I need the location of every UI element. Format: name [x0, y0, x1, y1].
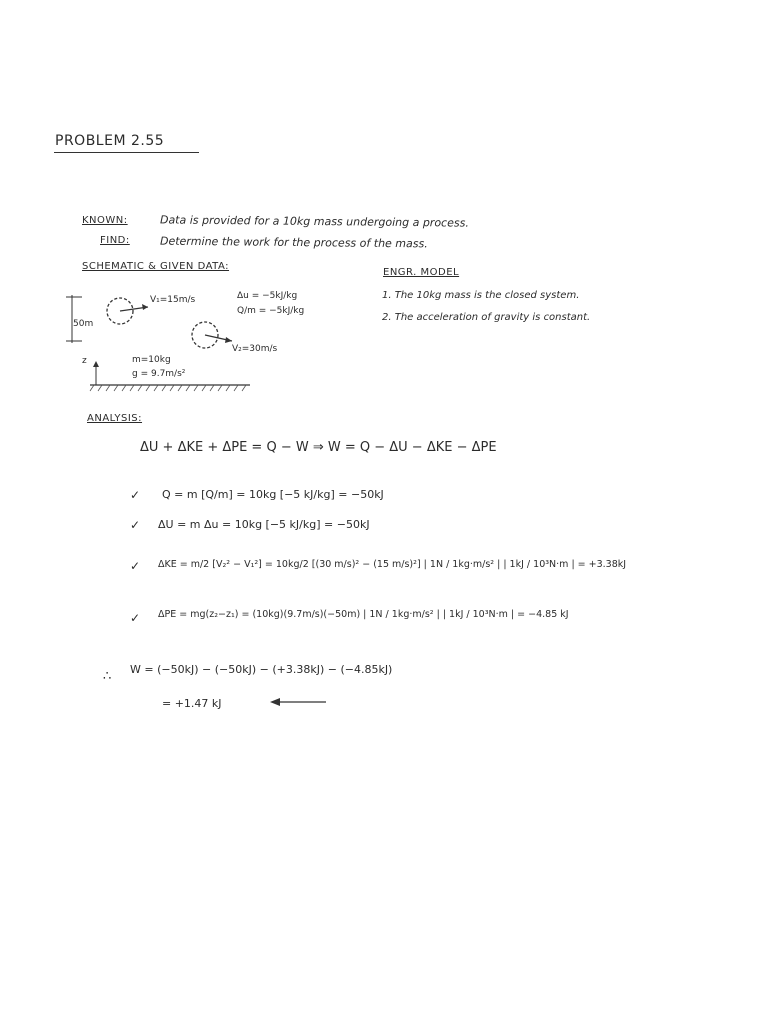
- problem-title: PROBLEM 2.55: [55, 133, 165, 149]
- result-arrow-icon: [268, 695, 330, 709]
- z-label: z: [82, 356, 87, 366]
- gravity-given: g = 9.7m/s²: [132, 369, 186, 379]
- check-mark-du: ✓: [130, 518, 141, 532]
- engr-model-label: ENGR. MODEL: [383, 267, 460, 278]
- find-text: Determine the work for the process of the mass.: [159, 234, 428, 251]
- model-item-1: 1. The 10kg mass is the closed system.: [382, 290, 580, 301]
- therefore-symbol: ∴: [103, 669, 112, 684]
- delta-u-given: Δu = −5kJ/kg: [237, 291, 298, 301]
- q-per-m-given: Q/m = −5kJ/kg: [237, 306, 305, 316]
- height-label: 50m: [73, 319, 94, 329]
- velocity-2-label: V₂=30m/s: [232, 344, 278, 354]
- known-label: KNOWN:: [82, 215, 128, 226]
- schematic-label: SCHEMATIC & GIVEN DATA:: [82, 261, 230, 272]
- velocity-1-label: V₁=15m/s: [150, 295, 196, 305]
- title-underline: [54, 152, 199, 153]
- analysis-label: ANALYSIS:: [87, 413, 143, 424]
- check-mark-q: ✓: [130, 488, 141, 502]
- work-equation-line: W = (−50kJ) − (−50kJ) − (+3.38kJ) − (−4.85kJ): [130, 663, 393, 676]
- check-mark-dpe: ✓: [130, 611, 141, 625]
- kinetic-energy-line: ΔKE = m/2 [V₂² − V₁²] = 10kg/2 [(30 m/s)² − (15 m/s)²] | 1N / 1kg·m/s² | | 1kJ / 10³N·m | = +3.38kJ: [158, 559, 627, 570]
- internal-energy-line: ΔU = m Δu = 10kg [−5 kJ/kg] = −50kJ: [158, 518, 370, 531]
- mass-given: m=10kg: [132, 355, 171, 365]
- energy-balance-equation: ΔU + ΔKE + ΔPE = Q − W ⇒ W = Q − ΔU − ΔKE − ΔPE: [140, 440, 497, 455]
- check-mark-dke: ✓: [130, 559, 141, 573]
- model-item-2: 2. The acceleration of gravity is constant.: [382, 312, 591, 323]
- known-text: Data is provided for a 10kg mass undergoing a process.: [159, 213, 469, 230]
- potential-energy-line: ΔPE = mg(z₂−z₁) = (10kg)(9.7m/s)(−50m) | 1N / 1kg·m/s² | | 1kJ / 10³N·m | = −4.85 kJ: [158, 609, 569, 620]
- find-label: FIND:: [100, 235, 130, 246]
- work-result: = +1.47 kJ: [162, 697, 222, 710]
- heat-transfer-line: Q = m [Q/m] = 10kg [−5 kJ/kg] = −50kJ: [162, 488, 384, 501]
